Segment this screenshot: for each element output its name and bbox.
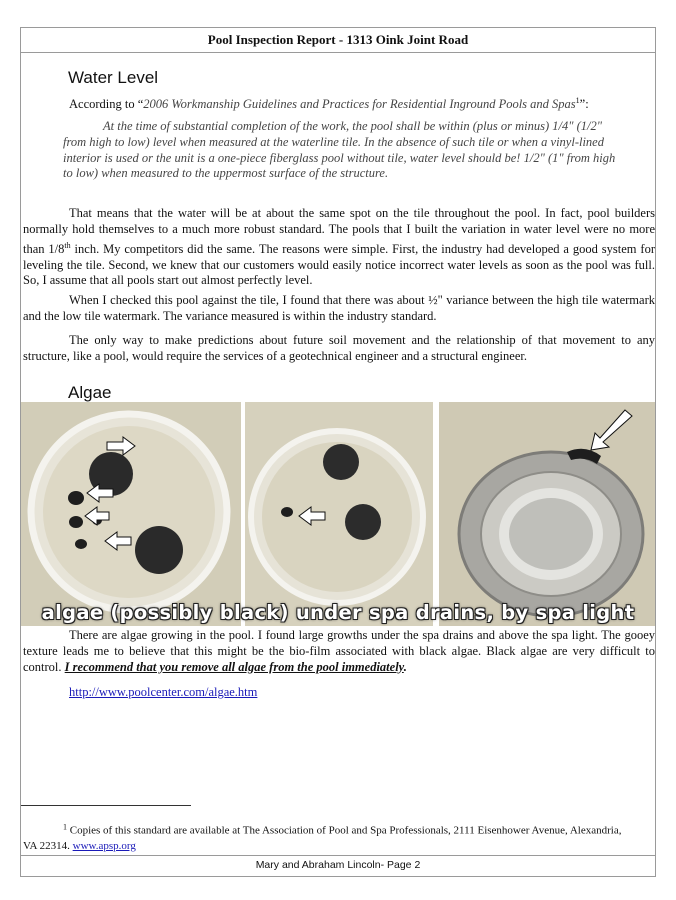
footnote-text: Copies of this standard are available at The Association of Pool and Spa Professionals, 2111 Eisenhower Avenue, Alexandria, VA 22314. <box>23 824 622 852</box>
footnote-number: 1 <box>63 822 67 831</box>
page-footer: Mary and Abraham Lincoln- Page 2 <box>21 855 655 876</box>
drain-hole <box>323 444 359 480</box>
para1-sup: th <box>64 240 71 250</box>
intro-line <box>69 96 589 112</box>
algae-spot <box>281 507 293 517</box>
drain-hole <box>345 504 381 540</box>
photo-caption: algae (possibly black) under spa drains, by spa light <box>41 601 635 624</box>
drain-photo-1 <box>21 402 241 626</box>
algae-spot <box>75 539 87 549</box>
recommendation-text: I recommend that you remove all algae from the pool immediately <box>64 659 404 674</box>
intro-prefix: According to “ <box>69 97 144 112</box>
footnote-ref: 1 <box>575 96 580 105</box>
drain-photo-2 <box>245 402 433 626</box>
spa-light-photo <box>439 402 655 626</box>
para1-text-a: That means that the water will be at about the same spot on the tile throughout the pool. In fact, pool builders normally hold themselves to a much more robust standard. The pools that I built the variation in water level were no more than 1/8 <box>23 206 655 256</box>
intro-suffix: ”: <box>579 97 589 112</box>
water-level-paragraph-3: The only way to make predictions about future soil movement and the relationship of that movement to any structure, like a pool, would require the services of a geotechnical engineer and a structural engineer. <box>23 333 655 363</box>
para1-text-b: inch. My competitors did the same. The reasons were simple. First, the industry had developed a good system for leveling the tile. Second, we knew that our customers would easily notice incorrect water levels as soon as the pool was full. So, I assume that all pools start out almost perfectly level. <box>23 241 655 288</box>
algae-heading: Algae <box>68 383 112 402</box>
standard-quote: At the time of substantial completion of the work, the pool shall be within (plus or minus) 1/4" (1/2" from high to low) level when measured at the waterline tile. In the absence of such tile or when a vinyl-lined interior is used or the unit is a one-piece fiberglass pool without tile, water level should be! 1/2" (1" from high to low) when measured to the uppermost surface of the structure. <box>63 119 616 181</box>
algae-link[interactable]: http://www.poolcenter.com/algae.htm <box>69 685 258 699</box>
report-page <box>20 27 656 877</box>
algae-photo-strip <box>21 402 655 626</box>
footnote-link[interactable]: www.apsp.org <box>72 839 136 852</box>
drain-hole <box>135 526 183 574</box>
algae-spot <box>68 491 84 505</box>
spa-light-lens <box>509 498 593 570</box>
footnote-separator <box>21 805 191 806</box>
algae-paragraph <box>23 628 655 675</box>
algae-spot <box>69 516 83 528</box>
footnote <box>23 819 633 854</box>
recommendation-period: . <box>403 659 407 674</box>
intro-source: 2006 Workmanship Guidelines and Practices for Residential Inground Pools and Spas <box>143 97 576 112</box>
water-level-paragraph-1 <box>23 206 655 289</box>
page-header: Pool Inspection Report - 1313 Oink Joint Road <box>21 28 655 53</box>
algae-link-line <box>69 685 257 700</box>
water-level-paragraph-2: When I checked this pool against the tile, I found that there was about ½" variance between the high tile watermark and the low tile watermark. The variance measured is within the industry standard. <box>23 293 655 323</box>
algae-paragraph-text: There are algae growing in the pool. I found large growths under the spa drains and above the spa light. The gooey texture leads me to believe that this might be the bio-film associated with black algae. Black algae are very difficult to control. <box>23 628 655 674</box>
water-level-heading: Water Level <box>68 68 159 87</box>
